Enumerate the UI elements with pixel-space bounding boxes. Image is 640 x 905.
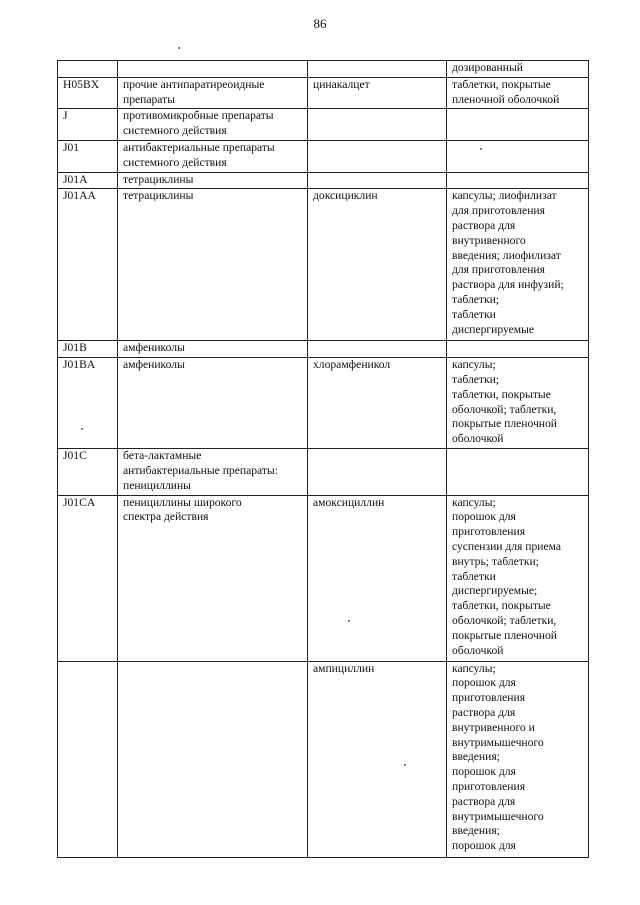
- group-name-cell: бета-лактамные антибактериальные препараты: пенициллины: [118, 449, 308, 495]
- drug-name-cell: [308, 61, 447, 78]
- table-row: [58, 189, 589, 341]
- atc-code-cell: J01A: [58, 172, 118, 189]
- dosage-forms-cell: таблетки, покрытые пленочной оболочкой: [447, 77, 589, 109]
- table-row: [58, 172, 589, 189]
- atc-code-cell: J01C: [58, 449, 118, 495]
- dosage-forms-cell: капсулы; порошок для приготовления суспензии для приема внутрь; таблетки; таблетки диспергируемые; таблетки, покрытые оболочкой; таблетки, покрытые пленочной оболочкой: [447, 495, 589, 661]
- group-name-cell: противомикробные препараты системного действия: [118, 109, 308, 141]
- atc-code-cell: J: [58, 109, 118, 141]
- atc-code-cell: [58, 61, 118, 78]
- group-name-cell: тетрациклины: [118, 189, 308, 341]
- dosage-forms-cell: капсулы; порошок для приготовления раствора для внутривенного и внутримышечного введения; порошок для приготовления раствора для внутримышечного введения; порошок для: [447, 661, 589, 857]
- dosage-forms-cell: [447, 172, 589, 189]
- group-name-cell: антибактериальные препараты системного действия: [118, 140, 308, 172]
- table-row: [58, 140, 589, 172]
- scan-speck: [348, 620, 350, 622]
- drug-name-cell: цинакалцет: [308, 77, 447, 109]
- drug-name-cell: ампициллин: [308, 661, 447, 857]
- dosage-forms-cell: [447, 109, 589, 141]
- scan-speck: [81, 428, 83, 430]
- group-name-cell: амфениколы: [118, 341, 308, 358]
- scan-speck: [178, 47, 180, 49]
- dosage-forms-cell: капсулы; лиофилизат для приготовления раствора для внутривенного введения; лиофилизат для приготовления раствора для инфузий; таблетки; таблетки диспергируемые: [447, 189, 589, 341]
- drug-name-cell: хлорамфеникол: [308, 358, 447, 449]
- dosage-forms-cell: [447, 341, 589, 358]
- drug-name-cell: доксициклин: [308, 189, 447, 341]
- scan-speck: [480, 148, 482, 150]
- group-name-cell: амфениколы: [118, 358, 308, 449]
- group-name-cell: пенициллины широкого спектра действия: [118, 495, 308, 661]
- scan-speck: [404, 764, 406, 766]
- dosage-forms-cell: дозированный: [447, 61, 589, 78]
- atc-code-cell: H05BX: [58, 77, 118, 109]
- table-row: [58, 661, 589, 857]
- drug-name-cell: [308, 140, 447, 172]
- atc-code-cell: J01B: [58, 341, 118, 358]
- atc-code-cell: J01AA: [58, 189, 118, 341]
- page-number: 86: [313, 16, 327, 31]
- group-name-cell: [118, 61, 308, 78]
- dosage-forms-cell: [447, 449, 589, 495]
- drug-name-cell: [308, 172, 447, 189]
- atc-code-cell: J01BA: [58, 358, 118, 449]
- group-name-cell: тетрациклины: [118, 172, 308, 189]
- atc-code-cell: J01: [58, 140, 118, 172]
- dosage-forms-cell: капсулы; таблетки; таблетки, покрытые оболочкой; таблетки, покрытые пленочной оболочкой: [447, 358, 589, 449]
- atc-code-cell: J01CA: [58, 495, 118, 661]
- table-row: [58, 449, 589, 495]
- drug-name-cell: [308, 449, 447, 495]
- dosage-forms-cell: [447, 140, 589, 172]
- group-name-cell: прочие антипаратиреоидные препараты: [118, 77, 308, 109]
- table-row: [58, 109, 589, 141]
- table-row: [58, 341, 589, 358]
- table-row: [58, 358, 589, 449]
- atc-code-cell: [58, 661, 118, 857]
- table-row: [58, 77, 589, 109]
- table-row: [58, 495, 589, 661]
- drug-name-cell: [308, 109, 447, 141]
- drug-name-cell: [308, 341, 447, 358]
- drug-name-cell: амоксициллин: [308, 495, 447, 661]
- group-name-cell: [118, 661, 308, 857]
- drug-classification-table: [57, 60, 589, 858]
- table-row: [58, 61, 589, 78]
